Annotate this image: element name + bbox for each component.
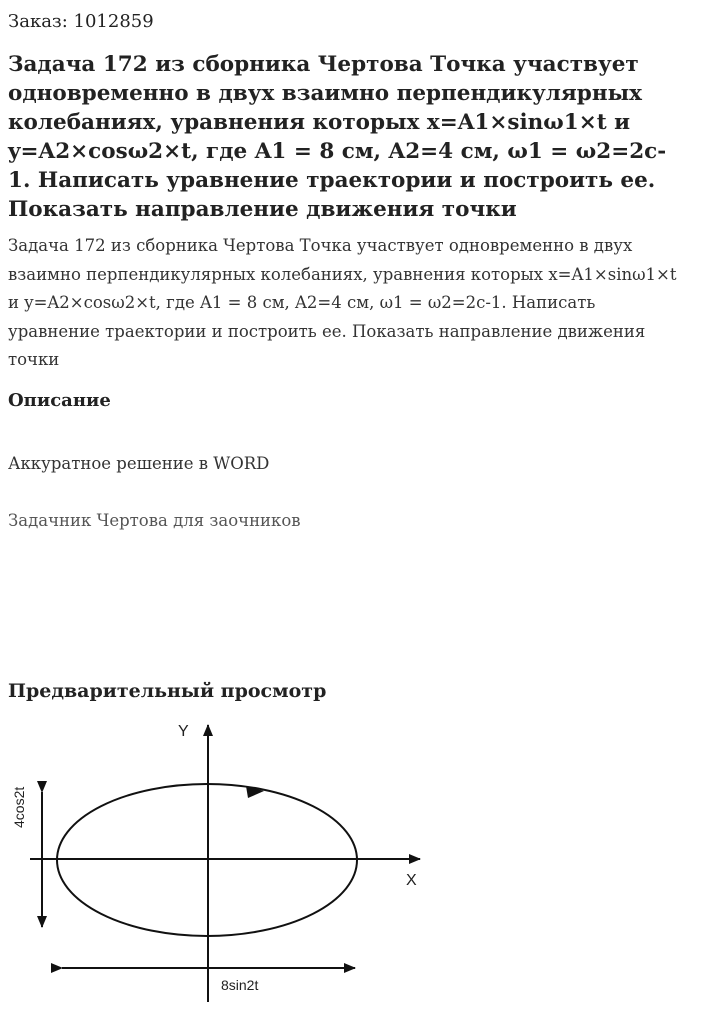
preview-diagram — [0, 712, 701, 1011]
vertical-dimension-label: 4cos2t — [11, 786, 27, 828]
task-text: Задача 172 из сборника Чертова Точка участвует одновременно в двух взаимно перпендикулярных колебаниях, уравнения которых x=A1×sinω1×t и y=A2×cosω2×t, где A1 = 8 см, A2=4 см, ω1 = ω2=2c-1. Написать уравнение траектории и построить ее. Показать направление движения точки — [8, 236, 677, 369]
y-axis-label: Y — [178, 723, 189, 740]
horizontal-dimension-label: 8sin2t — [221, 977, 259, 993]
order-number: Заказ: 1012859 — [8, 11, 154, 32]
page-title: Задача 172 из сборника Чертова Точка участвует одновременно в двух взаимно перпендикулярных колебаниях, уравнения которых x=A1×sinω1×t и y=A2×cosω2×t, где A1 = 8 см, A2=4 см, ω1 = ω2=2c-1. Написать уравнение траектории и построить ее. Показать направление движения точки — [8, 52, 667, 222]
description-heading: Описание — [8, 390, 111, 411]
preview-heading: Предварительный просмотр — [8, 680, 327, 702]
description-line-book: Задачник Чертова для заочников — [8, 511, 301, 530]
x-axis-label: X — [406, 872, 417, 889]
description-line-word: Аккуратное решение в WORD — [8, 454, 270, 473]
